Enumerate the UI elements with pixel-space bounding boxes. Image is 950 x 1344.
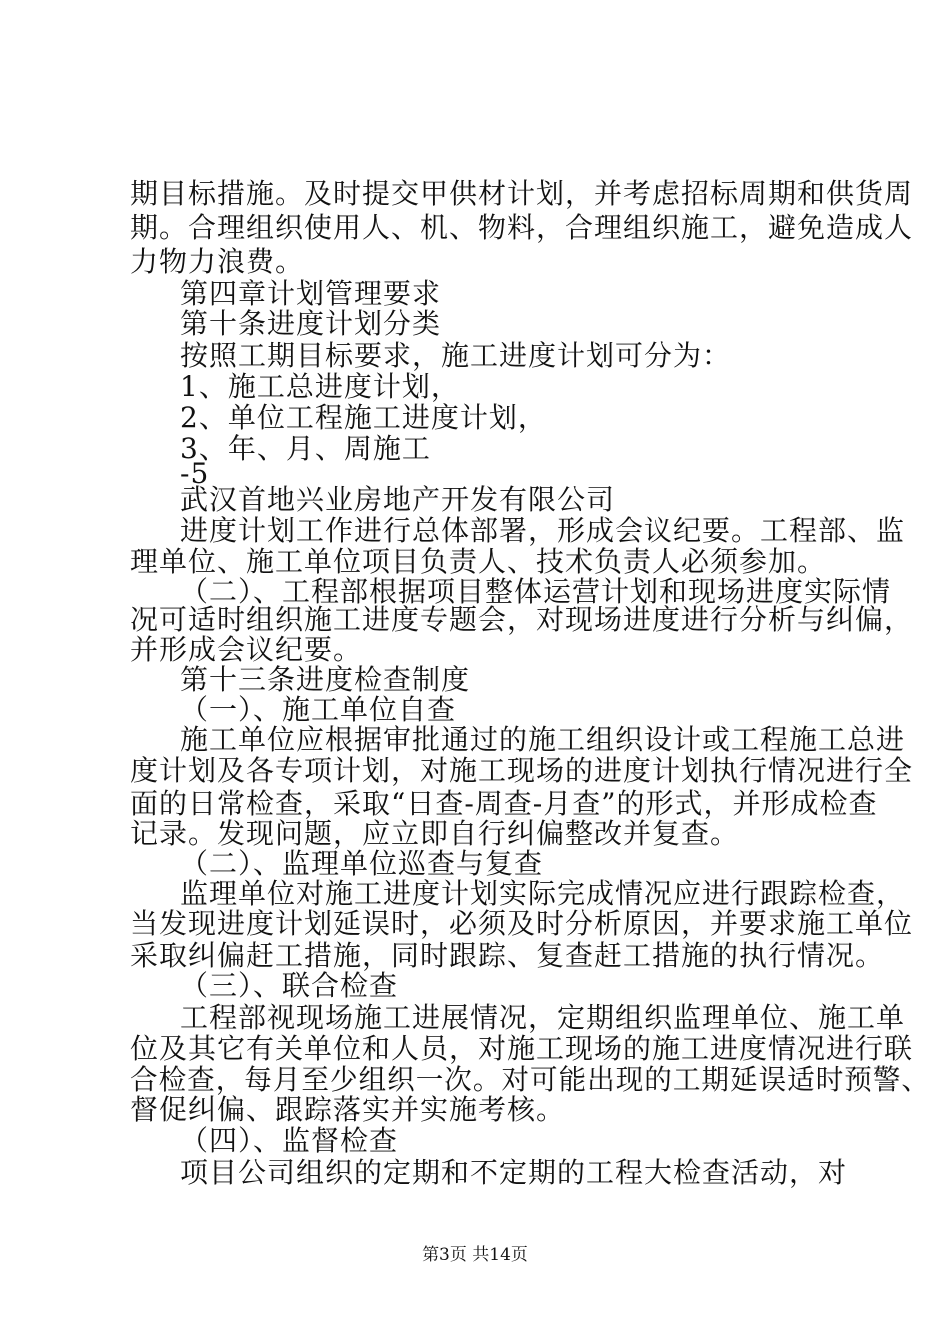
text-line: 进度计划工作进行总体部署，形成会议纪要。工程部、监 — [180, 514, 906, 547]
text-line: （四）、监督检查 — [180, 1124, 399, 1157]
text-line: （一）、施工单位自查 — [180, 693, 457, 726]
text-line: 2、单位工程施工进度计划， — [180, 401, 547, 434]
text-line: 况可适时组织施工进度专题会，对现场进度进行分析与纠偏， — [130, 603, 914, 636]
text-line: 合检查，每月至少组织一次。对可能出现的工期延误适时预警、 — [130, 1063, 931, 1096]
text-line: 第十条进度计划分类 — [180, 307, 442, 340]
text-line: 位及其它有关单位和人员，对施工现场的施工进度情况进行联 — [130, 1032, 914, 1065]
text-line: 监理单位对施工进度计划实际完成情况应进行跟踪检查， — [180, 877, 906, 910]
text-line: 理单位、施工单位项目负责人、技术负责人必须参加。 — [130, 545, 827, 578]
text-line: 当发现进度计划延误时，必须及时分析原因，并要求施工单位 — [130, 907, 914, 940]
text-line: 期。合理组织使用人、机、物料，合理组织施工，避免造成人 — [130, 211, 914, 244]
text-line: （三）、联合检查 — [180, 969, 399, 1002]
text-line: 武汉首地兴业房地产开发有限公司 — [180, 483, 616, 516]
text-line: 力物力浪费。 — [130, 245, 305, 278]
text-line: （二）、工程部根据项目整体运营计划和现场进度实际情 — [180, 575, 892, 608]
page-footer: 第3页 共14页 — [422, 1245, 528, 1265]
text-line: 第四章计划管理要求 — [180, 277, 442, 310]
text-line: 施工单位应根据审批通过的施工组织设计或工程施工总进 — [180, 723, 906, 756]
text-line: 1、施工总进度计划， — [180, 370, 460, 403]
text-line: 记录。发现问题，应立即自行纠偏整改并复查。 — [130, 817, 740, 850]
text-line: 第十三条进度检查制度 — [180, 663, 471, 696]
text-line: -5 — [180, 457, 210, 490]
text-line: 期目标措施。及时提交甲供材计划，并考虑招标周期和供货周 — [130, 177, 914, 210]
text-line: 面的日常检查，采取“日查-周查-月查”的形式，并形成检查 — [130, 787, 878, 820]
text-line: 工程部视现场施工进展情况，定期组织监理单位、施工单 — [180, 1001, 906, 1034]
text-line: 督促纠偏、跟踪落实并实施考核。 — [130, 1093, 566, 1126]
text-line: 按照工期目标要求，施工进度计划可分为： — [180, 339, 732, 372]
text-line: 采取纠偏赶工措施，同时跟踪、复查赶工措施的执行情况。 — [130, 939, 885, 972]
text-line: 并形成会议纪要。 — [130, 633, 363, 666]
text-line: 度计划及各专项计划，对施工现场的进度计划执行情况进行全 — [130, 754, 914, 787]
text-line: 项目公司组织的定期和不定期的工程大检查活动，对 — [180, 1156, 848, 1189]
text-line: 3、年、月、周施工 — [180, 432, 431, 465]
text-line: （二）、监理单位巡查与复查 — [180, 847, 544, 880]
